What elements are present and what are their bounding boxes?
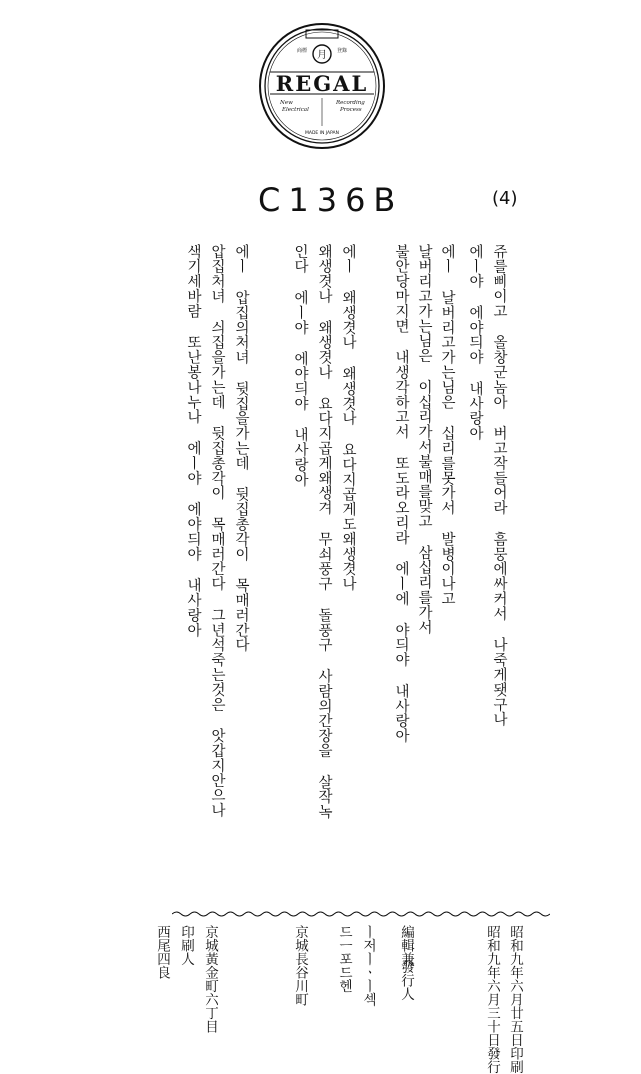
colophon-printer-address: 京城黃金町六丁目 — [202, 925, 218, 1033]
seal-right-small: Recording — [336, 100, 365, 106]
lyric-column-7: 왜생겻나 왜생겻나 요다지곱게왜생겨 무쇠풍구 돌풍구 사람의간장을 살작녹 — [316, 244, 332, 820]
seal-right-small2: Process — [340, 107, 362, 113]
colophon-publisher-address: 京城長谷川町 — [292, 925, 308, 1006]
lyric-column-4: 불안당마지면 내생각하고서 또도라오리라 에ㅣ에 야듸야 내사랑아 — [393, 244, 409, 744]
lyric-column-10: 압집처녀 싀집을가는데 뒷집총각이 목매러간다 그년석죽는것은 앗갑지안으나 — [209, 244, 225, 818]
colophon-printer-role: 印刷人 — [178, 925, 194, 966]
colophon-print-date: 昭和九年六月廿五日印刷 — [507, 925, 523, 1074]
wavy-divider — [172, 910, 550, 918]
seal-top-small-right: 登錄 — [336, 48, 348, 54]
page-number: (4) — [492, 188, 518, 209]
seal-brand: REGAL — [275, 71, 369, 96]
colophon-publisher-role: 發行人 — [398, 960, 414, 1001]
colophon-publisher-name2: 드ㅡ포드헨 — [336, 925, 352, 993]
svg-text:月: 月 — [317, 50, 327, 61]
catalog-number: C136B — [258, 181, 404, 219]
lyric-column-11: 색기세바람 또난봉나누나 에ㅣ야 에야듸야 내사랑아 — [185, 244, 201, 638]
seal-left-small2: Electrical — [282, 107, 309, 113]
lyric-column-8: 인다 에ㅣ야 에야듸야 내사랑아 — [292, 244, 308, 487]
lyric-column-5: 에ㅣ 날버리고가는님은 십리를못가서 발병이나고 — [439, 244, 455, 607]
colophon-issue-date: 昭和九年六月三十日發行 — [484, 925, 500, 1074]
lyric-column-3: 날버리고가는님은 이십리가서불매를맞고 삼십리를가서 — [416, 244, 432, 635]
colophon-publisher-label: 編輯兼 — [398, 925, 414, 966]
seal-left-small: New — [280, 100, 293, 106]
lyric-column-1: 쥬를삐이고 올창군놈아 버고작들어라 흠뭉에싸커서 나죽게됏구나 — [491, 244, 507, 727]
lyric-column-9: 에ㅣ 압집의처녀 뒷집을가는데 뒷집총각이 목매러간다 — [233, 244, 249, 653]
colophon-printer-name: 西尾四良 — [154, 925, 170, 979]
regal-label-seal-icon — [258, 22, 386, 150]
lyric-column-6: 에ㅣ 왜생겻나 왜생겻나 요다지곱게도왜생겻나 — [340, 244, 356, 592]
colophon-publisher-name: ㅣ저ㅣㆍㅣ섹 — [360, 925, 376, 1006]
lyric-column-2: 에ㅣ야 에야듸야 내사랑아 — [467, 244, 483, 441]
seal-top-small-left: 商標 — [296, 48, 308, 54]
seal-bottom-small: MADE IN JAPAN — [304, 131, 340, 136]
